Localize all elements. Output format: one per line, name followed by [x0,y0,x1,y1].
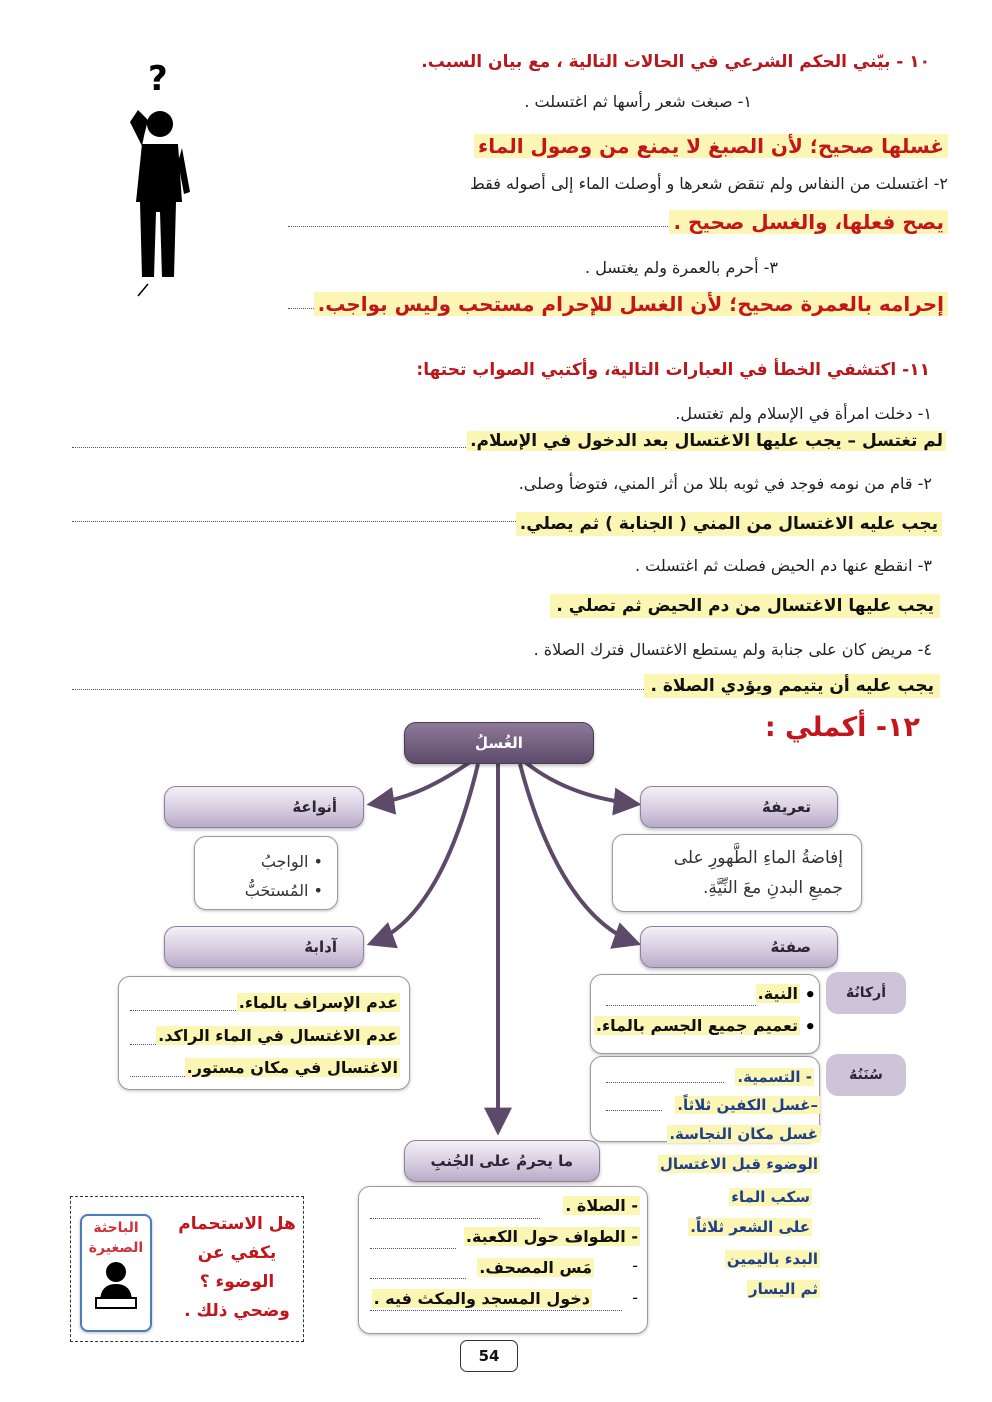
sunan-item: غسل مكان النجاسة. [669,1125,818,1143]
types-item: • الواجبُ [260,852,323,871]
q10-item-1-answer: غسلها صحيح؛ لأن الصبغ لا يمنع من وصول الماء [474,134,948,158]
sunan-line [606,1110,662,1111]
researcher-question-line: يكفي عن [197,1243,277,1263]
forbidden-item: دخول المسجد والمكث فيه . [373,1289,590,1308]
node-definition [640,786,838,828]
sunan-item: ثم اليسار [748,1280,818,1298]
node-ghusl-center [404,722,594,764]
researcher-question [172,1210,302,1326]
svg-text:?: ? [148,62,168,99]
types-box [194,836,338,910]
researcher-girl-icon [82,1258,150,1314]
forbidden-item: مَس المصحف. [479,1258,592,1277]
sunan-item: الوضوء قبل الاغتسال [659,1155,818,1173]
forbidden-line [370,1218,540,1219]
node-types-label: أنواعهُ [292,798,337,816]
researcher-badge-line2: الصغيرة [88,1240,144,1256]
researcher-question-line: الوضوء ؟ [199,1272,275,1292]
badge-pillars [826,972,906,1014]
node-ghusl-label: الغُسلُ [475,734,523,752]
forbidden-item: - الصلاة . [565,1196,638,1215]
forbidden-line [370,1310,622,1311]
q11-item-2-answer: يجب عليه الاغتسال من المني ( الجنابة ) ثم يصلي. [516,512,942,536]
page-number [460,1340,518,1372]
page-number-value: 54 [478,1347,500,1365]
q11-item-3-answer: يجب عليها الاغتسال من دم الحيض ثم تصلي . [550,594,940,618]
node-method [640,926,838,968]
etiquette-item: عدم الاغتسال في الماء الراكد. [158,1026,398,1045]
researcher-badge [80,1214,152,1332]
badge-pillars-label: أركانُهُ [845,985,886,1001]
pillars-line [606,1005,756,1006]
node-definition-label: تعريفهُ [762,798,811,816]
q11-item-1-answer: لم تغتسل – يجب عليها الاغتسال بعد الدخول في الإسلام. [467,431,946,451]
definition-line: جميعِ البدنِ معَ النِّيَّةِ. [702,878,843,898]
forbidden-dash: - [632,1256,638,1275]
q10-item-1-text: ١- صبغت شعر رأسها ثم اغتسلت . [524,92,752,111]
researcher-question-line: هل الاستحمام [178,1214,296,1234]
pillars-item: تعميم جميع الجسم بالماء. [595,1016,798,1035]
sunan-item: - التسمية. [737,1068,812,1086]
q10-item-3-text: ٣- أحرم بالعمرة ولم يغتسل . [585,258,778,277]
q11-title: ١١- اكتشفي الخطأ في العبارات التالية، وأكتبي الصواب تحتها: [416,360,930,380]
types-item: • المُستحَبُّ [244,881,323,900]
q11-item-3-text: ٣- انقطع عنها دم الحيض فصلت ثم اغتسلت . [634,556,932,575]
sunan-item: –غسل الكفين ثلاثاً. [677,1096,818,1114]
q10-item-2-answer: يصح فعلها، والغسل صحيح . [669,210,948,234]
definition-line: إفاضةُ الماءِ الطَّهورِ على [673,848,843,868]
q12-title: ١٢- أكملي : [764,712,920,743]
forbidden-line [370,1248,456,1249]
researcher-badge-line1: الباحثة [93,1220,139,1236]
forbidden-dash: - [632,1288,638,1307]
q11-item-2-text: ٢- قام من نومه فوجد في ثوبه بللا من أثر المني، فتوضأ وصلى. [518,474,932,493]
node-forbidden [404,1140,600,1182]
badge-sunan [826,1054,906,1096]
pillars-item: النية. [757,984,798,1003]
definition-box [612,834,862,912]
researcher-question-line: وضحي ذلك . [184,1301,290,1321]
node-etiquette [164,926,364,968]
node-method-label: صفتهُ [770,938,811,956]
node-etiquette-label: آدابهُ [304,938,337,956]
sunan-item: البدء باليمين [726,1250,818,1268]
q10-item-3-answer: إحرامه بالعمرة صحيح؛ لأن الغسل للإحرام مستحب وليس بواجب. [314,292,948,316]
sunan-item: سكب الماء [731,1188,810,1206]
etiquette-item: عدم الإسراف بالماء. [238,993,398,1012]
sunan-item: على الشعر ثلاثاً. [690,1218,810,1236]
node-forbidden-label: ما يحرمُ على الجُنبِ [430,1152,573,1170]
badge-sunan-label: سُنَنُهُ [849,1067,883,1083]
q11-item-4-answer: يجب عليه أن يتيمم ويؤدي الصلاة . [644,674,940,698]
etiquette-line [130,1076,185,1077]
q11-item-4-text: ٤- مريض كان على جنابة ولم يستطع الاغتسال فترك الصلاة . [533,640,932,659]
q10-title: ١٠ - بيّني الحكم الشرعي في الحالات التالية ، مع بيان السبب. [421,52,930,72]
forbidden-item: - الطواف حول الكعبة. [465,1227,638,1246]
node-types [164,786,364,828]
pillars-bullet: • [804,1017,816,1038]
pillars-bullet: • [804,985,816,1006]
etiquette-line [130,1010,240,1011]
q11-item-1-text: ١- دخلت امرأة في الإسلام ولم تغتسل. [675,404,932,423]
sunan-line [606,1082,724,1083]
etiquette-item: الاغتسال في مكان مستور. [186,1058,398,1077]
forbidden-line [370,1278,466,1279]
q10-item-2-text: ٢- اغتسلت من النفاس ولم تنقض شعرها و أوصلت الماء إلى أصوله فقط [469,174,948,193]
